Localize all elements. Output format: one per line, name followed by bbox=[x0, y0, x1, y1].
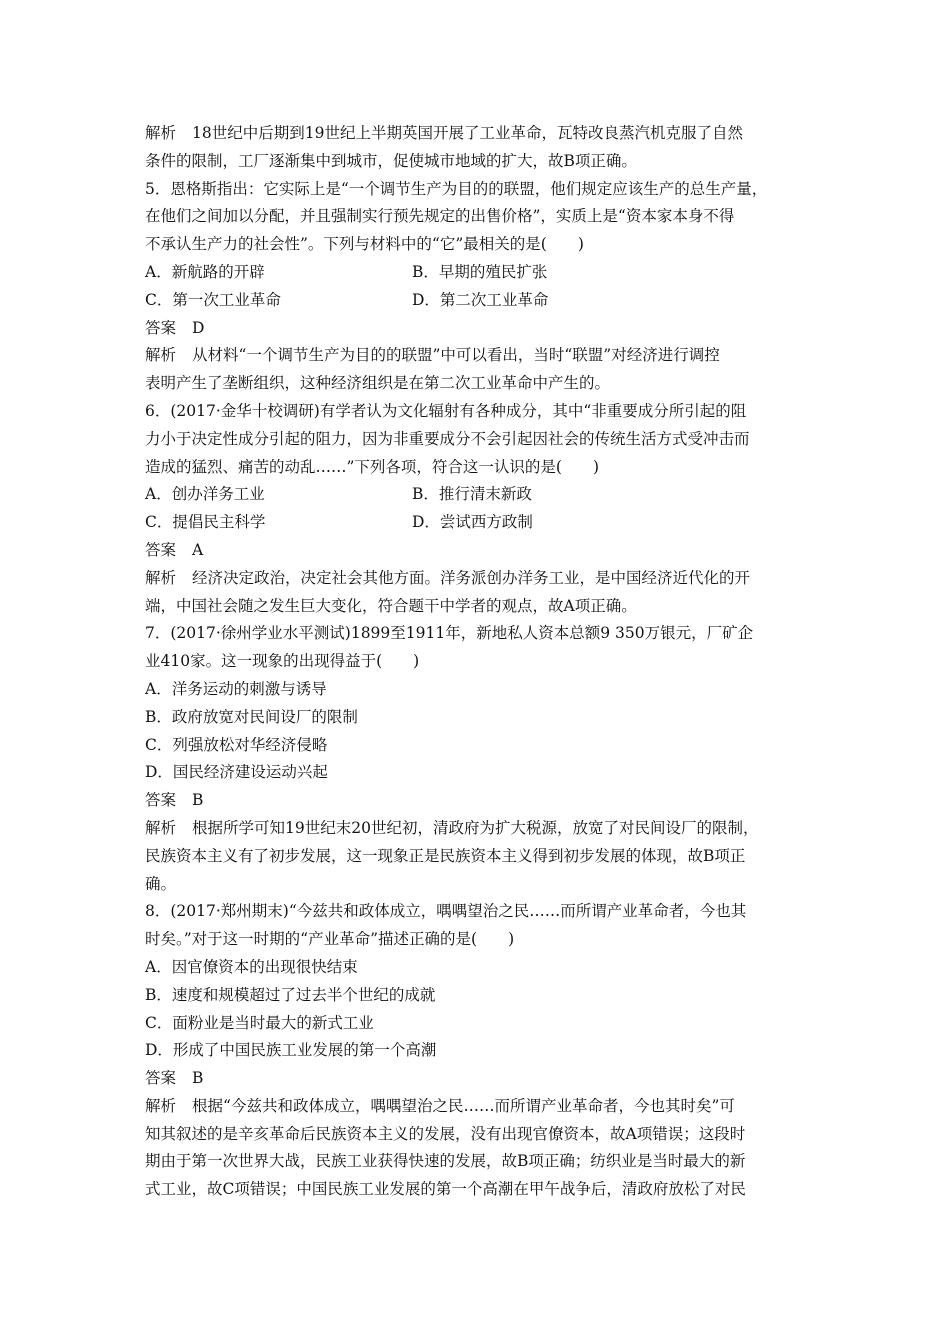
analysis-block bbox=[145, 342, 810, 398]
question-stem-line: 6．(2017·金华十校调研)有学者认为文化辐射有各种成分，其中“非重要成分所引起的阻 bbox=[145, 401, 747, 420]
document-page bbox=[145, 120, 810, 1204]
question-stem-line: 力小于决定性成分引起的阻力，因为非重要成分不会引起因社会的传统生活方式受冲击而 bbox=[145, 429, 750, 448]
analysis-block bbox=[145, 565, 810, 621]
answer-option: C．第一次工业革命 bbox=[145, 290, 281, 309]
answer-line bbox=[145, 315, 810, 343]
option-row bbox=[145, 287, 810, 315]
answer-option: B．推行清末新政 bbox=[412, 485, 532, 504]
analysis-line bbox=[145, 1093, 810, 1121]
analysis-text: 根据所学可知19世纪末20世纪初，清政府为扩大税源，放宽了对民间设厂的限制， bbox=[192, 818, 759, 837]
answer-line bbox=[145, 537, 810, 565]
analysis-text: 式工业，故C项错误；中国民族工业发展的第一个高潮在甲午战争后，清政府放松了对民 bbox=[145, 1180, 746, 1199]
analysis-label: 解析 bbox=[145, 124, 177, 142]
answer-option: C．列强放松对华经济侵略 bbox=[145, 735, 328, 754]
answer-label: 答案 bbox=[145, 318, 177, 337]
question-stem-line: 5．恩格斯指出：它实际上是“一个调节生产为目的的联盟，他们规定应该生产的总生产量， bbox=[145, 179, 768, 198]
analysis-text: 从材料“一个调节生产为目的的联盟”中可以看出，当时“联盟”对经济进行调控 bbox=[192, 346, 720, 365]
answer-option: A．洋务运动的刺激与诱导 bbox=[145, 679, 327, 698]
question-stem-line: 造成的猛烈、痛苦的动乱……”下列各项，符合这一认识的是( ) bbox=[145, 457, 600, 476]
analysis-text: 经济决定政治，决定社会其他方面。洋务派创办洋务工业，是中国经济近代化的开 bbox=[192, 568, 751, 587]
answer-option: A．因官僚资本的出现很快结束 bbox=[145, 957, 358, 976]
analysis-text: 表明产生了垄断组织，这种经济组织是在第二次工业革命中产生的。 bbox=[145, 374, 611, 393]
answer-option: D．尝试西方政制 bbox=[412, 513, 533, 532]
answer-option: D．国民经济建设运动兴起 bbox=[145, 763, 328, 782]
analysis-label: 解析 bbox=[145, 818, 177, 837]
option-row bbox=[145, 509, 810, 537]
question-stem-line: 不承认生产力的社会性”。下列与材料中的“它”最相关的是( ) bbox=[145, 235, 584, 254]
question-stem-line: 7．(2017·徐州学业水平测试)1899至1911年，新地私人资本总额9 350万银元，厂矿企 bbox=[145, 624, 754, 643]
option-row bbox=[145, 259, 810, 287]
analysis-line bbox=[145, 871, 810, 899]
answer-value: B bbox=[192, 1069, 204, 1088]
analysis-text: 条件的限制，工厂逐渐集中到城市，促使城市地域的扩大，故B项正确。 bbox=[145, 151, 637, 170]
analysis-line bbox=[145, 593, 810, 621]
analysis-text: 18世纪中后期到19世纪上半期英国开展了工业革命，瓦特改良蒸汽机克服了自然 bbox=[192, 124, 743, 142]
analysis-line bbox=[145, 120, 810, 148]
answer-block bbox=[145, 315, 810, 343]
question-stem-line: 时矣。”对于这一时期的“产业革命”描述正确的是( ) bbox=[145, 930, 515, 949]
answer-value: A bbox=[192, 540, 204, 559]
question-block bbox=[145, 176, 810, 315]
analysis-line bbox=[145, 148, 810, 176]
analysis-block bbox=[145, 815, 810, 898]
answer-line bbox=[145, 787, 810, 815]
answer-option: B．速度和规模超过了过去半个世纪的成就 bbox=[145, 985, 436, 1004]
answer-option: A．创办洋务工业 bbox=[145, 485, 265, 504]
option-row bbox=[145, 481, 810, 509]
question-block bbox=[145, 620, 810, 787]
answer-label: 答案 bbox=[145, 791, 177, 810]
answer-option: D．形成了中国民族工业发展的第一个高潮 bbox=[145, 1041, 437, 1060]
analysis-line bbox=[145, 1121, 810, 1149]
analysis-label: 解析 bbox=[145, 346, 177, 365]
answer-label: 答案 bbox=[145, 540, 177, 559]
question-stem-line: 8．(2017·郑州期末)“今兹共和政体成立，喁喁望治之民……而所谓产业革命者，今也其 bbox=[145, 902, 747, 921]
analysis-block bbox=[145, 120, 810, 176]
answer-line bbox=[145, 1065, 810, 1093]
question-stem-line: 在他们之间加以分配，并且强制实行预先规定的出售价格”，实质上是“资本家本身不得 bbox=[145, 207, 735, 226]
analysis-text: 知其叙述的是辛亥革命后民族资本主义的发展，没有出现官僚资本，故A项错误；这段时 bbox=[145, 1124, 746, 1143]
analysis-line bbox=[145, 370, 810, 398]
analysis-line bbox=[145, 1176, 810, 1204]
question-stem-line: 业410家。这一现象的出现得益于( ) bbox=[145, 652, 420, 671]
analysis-label: 解析 bbox=[145, 568, 177, 587]
answer-option: C．面粉业是当时最大的新式工业 bbox=[145, 1013, 374, 1032]
analysis-text: 确。 bbox=[145, 874, 177, 893]
answer-label: 答案 bbox=[145, 1069, 177, 1088]
analysis-label: 解析 bbox=[145, 1096, 177, 1115]
answer-option: B．政府放宽对民间设厂的限制 bbox=[145, 707, 358, 726]
answer-value: D bbox=[192, 318, 205, 337]
answer-option: C．提倡民主科学 bbox=[145, 513, 266, 532]
answer-block bbox=[145, 537, 810, 565]
analysis-line bbox=[145, 565, 810, 593]
analysis-text: 民族资本主义有了初步发展，这一现象正是民族资本主义得到初步发展的体现，故B项正 bbox=[145, 846, 746, 865]
answer-block bbox=[145, 787, 810, 815]
analysis-line bbox=[145, 843, 810, 871]
answer-option: D．第二次工业革命 bbox=[412, 290, 549, 309]
answer-block bbox=[145, 1065, 810, 1093]
answer-value: B bbox=[192, 791, 204, 810]
analysis-line bbox=[145, 815, 810, 843]
question-block bbox=[145, 898, 810, 1065]
analysis-line bbox=[145, 1148, 810, 1176]
question-block bbox=[145, 398, 810, 537]
analysis-text: 端，中国社会随之发生巨大变化，符合题干中学者的观点，故A项正确。 bbox=[145, 596, 637, 615]
answer-option: B．早期的殖民扩张 bbox=[412, 262, 548, 281]
answer-option: A．新航路的开辟 bbox=[145, 262, 265, 281]
analysis-block bbox=[145, 1093, 810, 1204]
analysis-text: 根据“今兹共和政体成立，喁喁望治之民……而所谓产业革命者，今也其时矣”可 bbox=[192, 1096, 735, 1115]
analysis-text: 期由于第一次世界大战，民族工业获得快速的发展，故B项正确；纺织业是当时最大的新 bbox=[145, 1152, 746, 1171]
analysis-line bbox=[145, 342, 810, 370]
